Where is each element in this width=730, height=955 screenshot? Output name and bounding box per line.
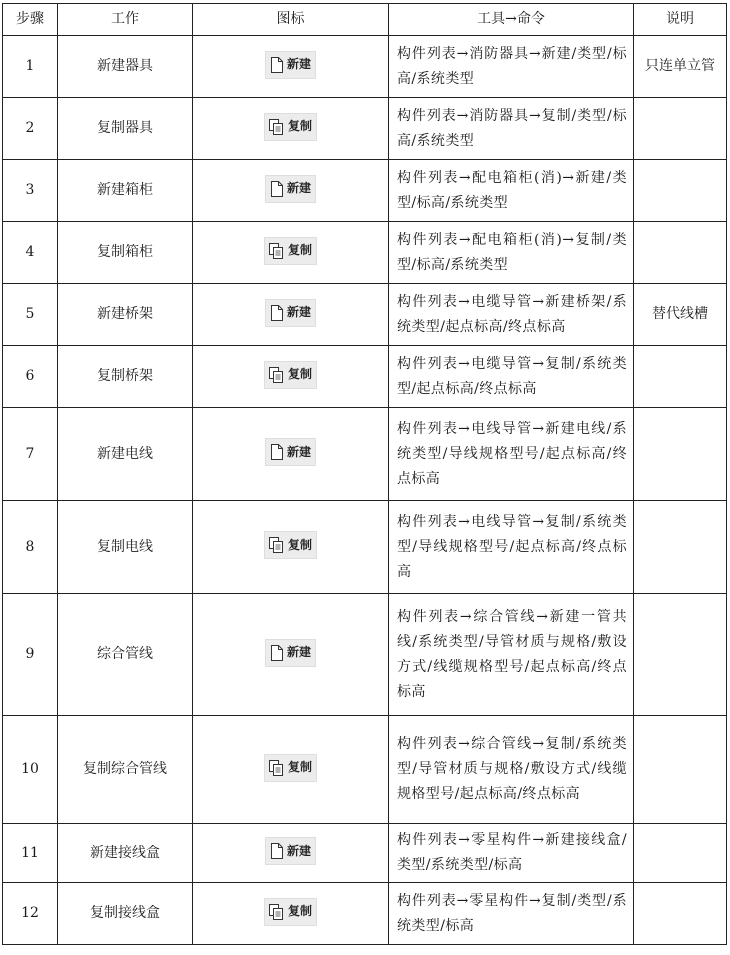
new-icon (269, 180, 285, 198)
command-path: 构件列表→电线导管→复制/系统类型/导线规格型号/起点标高/终点标高 (389, 501, 634, 594)
copy-button-image (264, 898, 317, 926)
step-number: 4 (3, 222, 58, 284)
table-row (3, 284, 727, 346)
note (634, 98, 727, 160)
table-body (3, 36, 727, 945)
icon-cell (193, 594, 389, 716)
task-name: 复制综合管线 (58, 716, 193, 824)
task-name: 复制桥架 (58, 346, 193, 408)
copy-icon (268, 536, 286, 554)
new-icon (269, 304, 285, 322)
header-task: 工作 (58, 4, 193, 36)
icon-cell (193, 408, 389, 501)
command-path: 构件列表→综合管线→复制/系统类型/导管材质与规格/敷设方式/线缆规格型号/起点标高/终点标高 (389, 716, 634, 824)
button-label: 新建 (286, 57, 311, 71)
note (634, 883, 727, 945)
icon-cell (193, 160, 389, 222)
icon-cell (193, 883, 389, 945)
table-row (3, 36, 727, 98)
new-icon (269, 842, 285, 860)
command-path: 构件列表→电线导管→新建电线/系统类型/导线规格型号/起点标高/终点标高 (389, 408, 634, 501)
task-name: 新建接线盒 (58, 824, 193, 883)
copy-icon (268, 242, 286, 260)
new-button-image (265, 175, 316, 203)
task-name: 新建箱柜 (58, 160, 193, 222)
copy-button-image (264, 113, 317, 141)
header-note: 说明 (634, 4, 727, 36)
command-path: 构件列表→配电箱柜(消)→复制/类型/标高/系统类型 (389, 222, 634, 284)
task-name: 复制器具 (58, 98, 193, 160)
table-row (3, 824, 727, 883)
button-label: 新建 (286, 305, 311, 319)
button-label: 新建 (286, 645, 311, 659)
note (634, 346, 727, 408)
header-step: 步骤 (3, 4, 58, 36)
header-command: 工具→命令 (389, 4, 634, 36)
copy-icon (268, 903, 286, 921)
note: 只连单立管 (634, 36, 727, 98)
table-row (3, 98, 727, 160)
table-row (3, 408, 727, 501)
command-path: 构件列表→消防器具→新建/类型/标高/系统类型 (389, 36, 634, 98)
icon-cell (193, 716, 389, 824)
steps-table (2, 3, 727, 945)
icon-cell (193, 36, 389, 98)
new-icon (269, 644, 285, 662)
task-name: 复制接线盒 (58, 883, 193, 945)
step-number: 5 (3, 284, 58, 346)
task-name: 新建电线 (58, 408, 193, 501)
note (634, 594, 727, 716)
step-number: 11 (3, 824, 58, 883)
new-button-image (265, 438, 316, 466)
step-number: 9 (3, 594, 58, 716)
new-button-image (265, 639, 316, 667)
table-row (3, 160, 727, 222)
icon-cell (193, 824, 389, 883)
note: 替代线槽 (634, 284, 727, 346)
new-icon (269, 443, 285, 461)
task-name: 新建桥架 (58, 284, 193, 346)
command-path: 构件列表→电缆导管→复制/系统类型/起点标高/终点标高 (389, 346, 634, 408)
note (634, 716, 727, 824)
new-icon (269, 56, 285, 74)
icon-cell (193, 222, 389, 284)
command-path: 构件列表→配电箱柜(消)→新建/类型/标高/系统类型 (389, 160, 634, 222)
task-name: 复制电线 (58, 501, 193, 594)
command-path: 构件列表→零星构件→复制/类型/系统类型/标高 (389, 883, 634, 945)
step-number: 1 (3, 36, 58, 98)
button-label: 新建 (286, 444, 311, 459)
button-label: 新建 (286, 843, 311, 858)
copy-icon (268, 366, 286, 384)
button-label: 复制 (287, 537, 312, 552)
table-row (3, 346, 727, 408)
copy-button-image (264, 237, 317, 265)
step-number: 7 (3, 408, 58, 501)
note (634, 160, 727, 222)
icon-cell (193, 98, 389, 160)
button-label: 复制 (287, 904, 312, 918)
task-name: 复制箱柜 (58, 222, 193, 284)
note (634, 501, 727, 594)
step-number: 10 (3, 716, 58, 824)
command-path: 构件列表→综合管线→新建一管共线/系统类型/导管材质与规格/敷设方式/线缆规格型号/起点标高/终点标高 (389, 594, 634, 716)
new-button-image (265, 837, 316, 865)
task-name: 新建器具 (58, 36, 193, 98)
button-label: 复制 (287, 119, 312, 133)
table-row (3, 222, 727, 284)
step-number: 12 (3, 883, 58, 945)
icon-cell (193, 501, 389, 594)
copy-icon (268, 118, 286, 136)
header-row (3, 4, 727, 36)
step-number: 8 (3, 501, 58, 594)
copy-icon (268, 759, 286, 777)
header-icon: 图标 (193, 4, 389, 36)
button-label: 复制 (287, 367, 312, 381)
table-row (3, 501, 727, 594)
copy-button-image (264, 531, 317, 559)
step-number: 3 (3, 160, 58, 222)
command-path: 构件列表→消防器具→复制/类型/标高/系统类型 (389, 98, 634, 160)
task-name: 综合管线 (58, 594, 193, 716)
table-row (3, 594, 727, 716)
button-label: 新建 (286, 181, 311, 195)
button-label: 复制 (287, 760, 312, 774)
copy-button-image (264, 361, 317, 389)
table-row (3, 883, 727, 945)
icon-cell (193, 346, 389, 408)
command-path: 构件列表→零星构件→新建接线盒/类型/系统类型/标高 (389, 824, 634, 883)
step-number: 2 (3, 98, 58, 160)
note (634, 824, 727, 883)
new-button-image (265, 51, 316, 79)
copy-button-image (264, 754, 317, 782)
button-label: 复制 (287, 243, 312, 257)
note (634, 408, 727, 501)
note (634, 222, 727, 284)
command-path: 构件列表→电缆导管→新建桥架/系统类型/起点标高/终点标高 (389, 284, 634, 346)
table-row (3, 716, 727, 824)
icon-cell (193, 284, 389, 346)
new-button-image (265, 299, 316, 327)
step-number: 6 (3, 346, 58, 408)
